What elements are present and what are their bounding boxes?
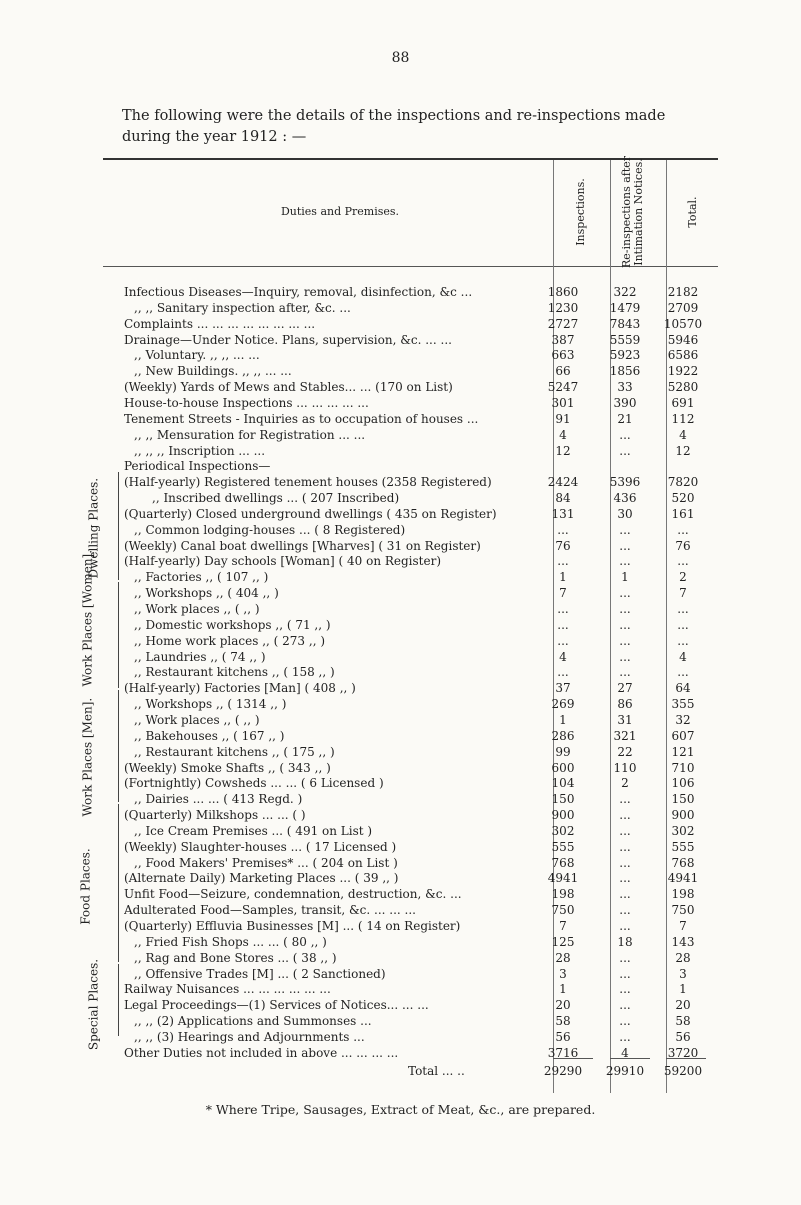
row-inspections: 1	[559, 982, 567, 997]
row-inspections: 600	[551, 760, 575, 775]
row-total: 555	[671, 839, 695, 854]
row-inspections: ...	[557, 522, 569, 537]
row-reinspections: 30	[617, 506, 633, 521]
row-total: 1922	[667, 364, 699, 379]
row-description: ,, Common lodging-houses ... ( 8 Registered)	[134, 522, 406, 537]
row-description: (Weekly) Slaughter-houses ... ( 17 Licensed )	[124, 839, 397, 854]
row-total: 6586	[667, 348, 699, 363]
row-total: 121	[671, 744, 695, 759]
row-total: 2709	[667, 300, 699, 315]
row-reinspections: 110	[613, 760, 637, 775]
row-description: House-to-house Inspections ... ... ... ... ...	[124, 395, 369, 410]
row-total: 710	[671, 760, 695, 775]
row-inspections: 3	[559, 966, 567, 981]
row-reinspections: 390	[613, 395, 637, 410]
row-reinspections: ...	[619, 855, 631, 870]
row-description: Unfit Food—Seizure, condemnation, destruction, &c. ...	[124, 887, 462, 902]
row-description: (Quarterly) Closed underground dwellings ( 435 on Register)	[124, 506, 497, 521]
row-total: 58	[675, 1014, 691, 1029]
group-dwelling-places: Dwelling Places.	[86, 477, 101, 579]
row-description: ,, Bakehouses ,, ( 167 ,, )	[134, 728, 285, 743]
row-inspections: 1860	[547, 285, 579, 299]
row-description: ,, Domestic workshops ,, ( 71 ,, )	[134, 617, 331, 632]
row-inspections: 125	[551, 934, 575, 949]
row-total: 7820	[667, 475, 699, 490]
footnote: * Where Tripe, Sausages, Extract of Meat, &c., are prepared.	[205, 1102, 596, 1117]
row-reinspections: ...	[619, 839, 631, 854]
row-reinspections: ...	[619, 982, 631, 997]
row-reinspections: ...	[619, 1014, 631, 1029]
row-inspections: 56	[555, 1029, 571, 1044]
row-description: ,, Work places ,, ( ,, )	[134, 602, 260, 616]
row-reinspections: 21	[617, 411, 633, 426]
row-total: 198	[671, 887, 695, 902]
row-inspections: 91	[555, 411, 571, 426]
row-total: ...	[677, 522, 689, 537]
row-reinspections: ...	[619, 808, 631, 823]
row-description: (Weekly) Canal boat dwellings [Wharves] ( 31 on Register)	[124, 538, 481, 553]
row-inspections: 150	[551, 792, 575, 807]
row-reinspections: ...	[619, 950, 631, 965]
row-total: ...	[677, 617, 689, 632]
row-inspections: 7	[559, 919, 567, 933]
row-reinspections: 321	[613, 728, 637, 743]
row-reinspections: 5923	[609, 348, 641, 363]
row-inspections: 750	[551, 903, 575, 918]
row-reinspections: ...	[619, 617, 631, 632]
row-total: 10570	[663, 316, 703, 331]
row-reinspections: ...	[619, 823, 631, 838]
row-total: 56	[675, 1029, 691, 1044]
row-reinspections: 33	[617, 380, 633, 395]
row-description: ,, ,, Mensuration for Registration ... ...	[134, 427, 366, 442]
row-inspections: 3716	[547, 1045, 579, 1060]
row-total: 1	[679, 982, 687, 997]
row-total: 520	[671, 491, 695, 506]
row-total: 768	[671, 855, 695, 870]
row-total: 76	[675, 538, 691, 553]
row-description: ,, Food Makers' Premises* ... ( 204 on List )	[134, 855, 398, 870]
row-total: 4941	[667, 871, 699, 886]
row-inspections: 1230	[547, 300, 579, 315]
row-inspections: 555	[551, 839, 575, 854]
group-work-places-women: Work Places [Women].	[80, 549, 95, 687]
row-inspections: 37	[555, 681, 571, 696]
row-reinspections: ...	[619, 966, 631, 981]
row-inspections: 663	[551, 348, 575, 363]
header-duties: Duties and Premises.	[280, 205, 400, 218]
row-total: 607	[671, 728, 695, 743]
row-description: (Half-yearly) Factories [Man] ( 408 ,, )	[124, 681, 356, 696]
row-inspections: 7	[559, 586, 567, 601]
row-total: ...	[677, 633, 689, 648]
row-description: ,, Home work places ,, ( 273 ,, )	[134, 633, 325, 648]
row-total: 302	[671, 823, 695, 838]
row-description: Periodical Inspections—	[124, 459, 271, 474]
row-reinspections: 86	[617, 697, 633, 712]
row-reinspections: ...	[619, 443, 631, 458]
row-reinspections: 22	[617, 744, 633, 759]
row-inspections: 4941	[547, 871, 579, 886]
row-total: 150	[671, 792, 695, 807]
row-inspections: 58	[555, 1014, 571, 1029]
group-special-places: Special Places.	[86, 958, 101, 1051]
row-inspections: 1	[559, 712, 567, 727]
total-label: Total ... ..	[408, 1064, 465, 1078]
row-description: ,, Offensive Trades [M] ... ( 2 Sanctioned)	[134, 966, 386, 981]
row-reinspections: 5559	[609, 332, 641, 347]
row-description: ,, Inscribed dwellings ... ( 207 Inscribed)	[152, 491, 400, 506]
row-reinspections: ...	[619, 538, 631, 553]
row-total: 7	[679, 586, 687, 601]
row-reinspections: ...	[619, 649, 631, 664]
group-food-places: Food Places.	[78, 848, 93, 925]
row-reinspections: 5396	[609, 475, 641, 490]
row-description: ,, Workshops ,, ( 404 ,, )	[134, 586, 279, 601]
header-total: Total.	[686, 196, 699, 228]
row-description: ,, Laundries ,, ( 74 ,, )	[134, 649, 266, 664]
row-inspections: 131	[551, 506, 575, 521]
row-description: Infectious Diseases—Inquiry, removal, disinfection, &c ...	[124, 285, 473, 299]
row-description: ,, ,, (3) Hearings and Adjournments ...	[134, 1029, 365, 1044]
row-total: 64	[675, 681, 691, 696]
row-inspections: 768	[551, 855, 575, 870]
row-reinspections: 18	[617, 934, 633, 949]
row-inspections: 387	[551, 332, 575, 347]
row-description: ,, Ice Cream Premises ... ( 491 on List )	[134, 823, 373, 838]
row-description: Tenement Streets - Inquiries as to occupation of houses ...	[124, 411, 479, 426]
row-reinspections: 2	[621, 776, 629, 791]
row-reinspections: ...	[619, 522, 631, 537]
row-inspections: 4	[559, 427, 567, 442]
row-total: 20	[675, 998, 691, 1013]
row-total: 143	[671, 934, 695, 949]
row-total: ...	[677, 602, 689, 616]
row-inspections: 76	[555, 538, 571, 553]
row-inspections: 1	[559, 570, 567, 585]
row-inspections: ...	[557, 665, 569, 680]
row-inspections: 4	[559, 649, 567, 664]
row-description: ,, Restaurant kitchens ,, ( 158 ,, )	[134, 665, 335, 680]
row-reinspections: ...	[619, 554, 631, 569]
row-reinspections: ...	[619, 633, 631, 648]
row-description: Complaints ... ... ... ... ... ... ... ...	[124, 316, 316, 331]
row-inspections: 269	[551, 697, 575, 712]
row-inspections: 66	[555, 364, 571, 379]
row-reinspections: 4	[621, 1045, 629, 1060]
row-reinspections: ...	[619, 871, 631, 886]
row-reinspections: 7843	[609, 316, 641, 331]
row-inspections: ...	[557, 554, 569, 569]
row-inspections: 5247	[547, 380, 579, 395]
row-description: (Half-yearly) Registered tenement houses (2358 Registered)	[124, 475, 492, 490]
row-inspections: ...	[557, 617, 569, 632]
row-total: 161	[671, 506, 695, 521]
row-description: Drainage—Under Notice. Plans, supervision, &c. ... ...	[124, 332, 452, 347]
row-inspections: 302	[551, 823, 575, 838]
row-inspections: 2727	[547, 316, 579, 331]
row-reinspections: ...	[619, 903, 631, 918]
row-description: ,, ,, ,, Inscription ... ...	[134, 443, 266, 458]
row-reinspections: ...	[619, 919, 631, 933]
row-total: ...	[677, 665, 689, 680]
row-description: Legal Proceedings—(1) Services of Notices... ... ...	[124, 998, 429, 1013]
row-reinspections: ...	[619, 586, 631, 601]
row-description: ,, Dairies ... ... ( 413 Regd. )	[134, 792, 303, 807]
row-description: (Weekly) Yards of Mews and Stables... ... (170 on List)	[124, 380, 453, 395]
row-description: ,, New Buildings. ,, ,, ... ...	[134, 364, 292, 379]
row-description: ,, Fried Fish Shops ... ... ( 80 ,, )	[134, 934, 327, 949]
row-total: 112	[671, 411, 695, 426]
row-inspections: 104	[551, 776, 575, 791]
row-description: ,, Restaurant kitchens ,, ( 175 ,, )	[134, 744, 335, 759]
total-rule	[553, 1058, 593, 1059]
row-reinspections: ...	[619, 887, 631, 902]
row-total: 750	[671, 903, 695, 918]
row-description: (Half-yearly) Day schools [Woman] ( 40 on Register)	[124, 554, 442, 569]
page-number: 88	[391, 50, 410, 66]
row-description: (Weekly) Smoke Shafts ,, ( 343 ,, )	[124, 760, 331, 775]
row-total: 28	[675, 950, 691, 965]
row-description: Other Duties not included in above ... ... ... ...	[124, 1045, 399, 1060]
row-description: ,, Factories ,, ( 107 ,, )	[134, 570, 269, 585]
row-total: 4	[679, 649, 687, 664]
row-total: 7	[679, 919, 687, 933]
row-total: ...	[677, 554, 689, 569]
row-total: 355	[671, 697, 695, 712]
total-reinspections: 29910	[605, 1064, 645, 1078]
row-inspections: 301	[551, 395, 575, 410]
row-total: 2	[679, 570, 687, 585]
row-description: (Alternate Daily) Marketing Places ... ( 39 ,, )	[124, 871, 399, 886]
row-inspections: 20	[555, 998, 571, 1013]
row-inspections: 2424	[547, 475, 579, 490]
row-total: 106	[671, 776, 695, 791]
row-description: ,, ,, Sanitary inspection after, &c. ...	[134, 300, 351, 315]
row-inspections: 12	[555, 443, 571, 458]
row-inspections: 286	[551, 728, 575, 743]
row-description: Railway Nuisances ... ... ... ... ... ...	[124, 982, 331, 997]
row-description: (Quarterly) Milkshops ... ... ( )	[124, 808, 306, 823]
total-rule	[666, 1058, 706, 1059]
intro-text: The following were the details of the inspections and re-inspections made during the year 1912 : —	[122, 108, 666, 145]
row-reinspections: 1479	[609, 300, 641, 315]
row-reinspections: ...	[619, 602, 631, 616]
total-inspections: 29290	[543, 1064, 583, 1078]
header-inspections: Inspections.	[574, 178, 587, 246]
row-description: ,, Workshops ,, ( 1314 ,, )	[134, 697, 287, 712]
row-description: ,, Voluntary. ,, ,, ... ...	[134, 348, 260, 363]
total-rule	[610, 1058, 650, 1059]
table-row	[0, 1044, 801, 1062]
total-total: 59200	[663, 1064, 703, 1078]
row-inspections: ...	[557, 633, 569, 648]
row-inspections: 198	[551, 887, 575, 902]
header-reinspections: Re-inspections after Intimation Notices.	[620, 155, 645, 269]
row-description: ,, Work places ,, ( ,, )	[134, 712, 260, 727]
row-inspections: 84	[555, 491, 571, 506]
row-total: 4	[679, 427, 687, 442]
row-total: 691	[671, 395, 695, 410]
row-inspections: 28	[555, 950, 571, 965]
row-total: 12	[675, 443, 691, 458]
row-total: 3720	[667, 1045, 699, 1060]
row-reinspections: 31	[617, 712, 633, 727]
row-total: 3	[679, 966, 687, 981]
row-reinspections: ...	[619, 792, 631, 807]
row-reinspections: 436	[613, 491, 637, 506]
row-reinspections: ...	[619, 665, 631, 680]
row-description: (Quarterly) Effluvia Businesses [M] ... ( 14 on Register)	[124, 919, 461, 933]
row-reinspections: ...	[619, 1029, 631, 1044]
row-total: 900	[671, 808, 695, 823]
row-total: 2182	[667, 285, 699, 299]
row-reinspections: ...	[619, 427, 631, 442]
row-description: Adulterated Food—Samples, transit, &c. ... ... ...	[124, 903, 416, 918]
row-total: 5280	[667, 380, 699, 395]
row-inspections: ...	[557, 602, 569, 616]
row-description: (Fortnightly) Cowsheds ... ... ( 6 Licensed )	[124, 776, 384, 791]
group-work-places-men: Work Places [Men].	[80, 697, 95, 817]
row-description: ,, Rag and Bone Stores ... ( 38 ,, )	[134, 950, 337, 965]
row-reinspections: 27	[617, 681, 633, 696]
row-total: 32	[675, 712, 691, 727]
total-row	[0, 1062, 801, 1080]
row-reinspections: 1856	[609, 364, 641, 379]
row-reinspections: ...	[619, 998, 631, 1013]
row-inspections: 900	[551, 808, 575, 823]
row-description: ,, ,, (2) Applications and Summonses ...	[134, 1014, 372, 1029]
row-reinspections: 322	[613, 285, 637, 299]
row-total: 5946	[667, 332, 699, 347]
row-inspections: 99	[555, 744, 571, 759]
row-reinspections: 1	[621, 570, 629, 585]
